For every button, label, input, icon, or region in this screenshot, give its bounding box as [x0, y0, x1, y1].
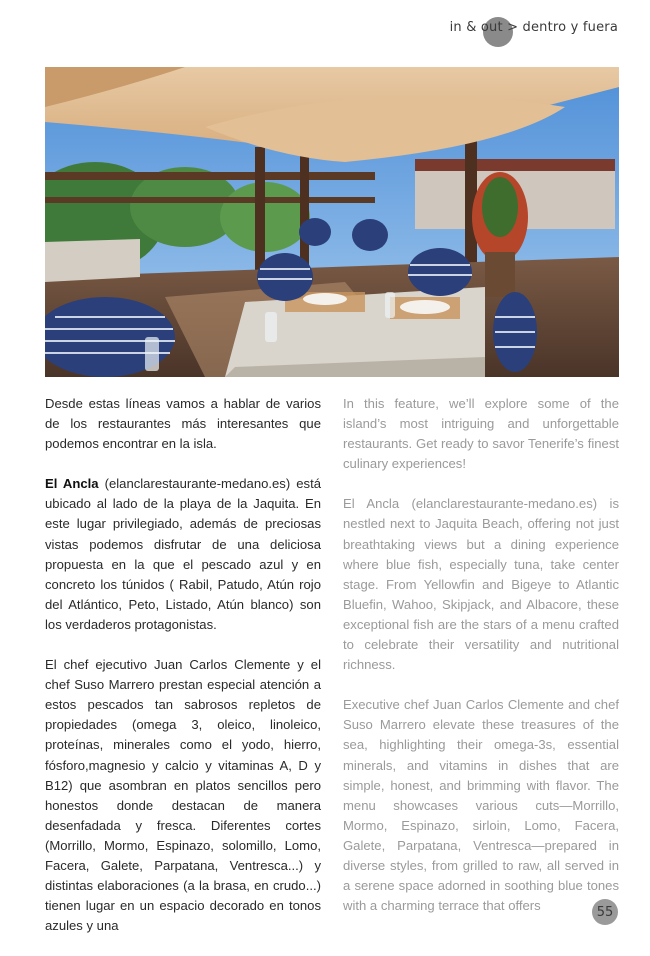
spanish-ancla-text: (elanclarestaurante-medano.es) está ubicado al lado de la playa de la Jaquita. En este lugar privilegiado, además de preciosas vistas podemos disfrutar de una deliciosa propuesta en la que el pescado azul y en concreto los túnidos ( Rabil, Patudo, Atún rojo del Atlántico, Peto, Listado, Atún blanco) son los verdaderos protagonistas. — [45, 476, 321, 632]
page-number-badge — [592, 899, 618, 925]
section-title: in & out > dentro y fuera — [449, 20, 618, 35]
english-intro-paragraph: In this feature, we’ll explore some of the island’s most intriguing and unforgettable restaurants. Get ready to savor Tenerife’s finest culinary experiences! — [343, 396, 619, 472]
restaurant-terrace-photo — [45, 67, 619, 377]
english-chef-paragraph: Executive chef Juan Carlos Clemente and chef Suso Marrero elevate these treasures of the sea, highlighting their omega-3s, essential minerals, and vitamins in dishes that are simple, honest, and brimming with flavor. The menu showcases various cuts—Morrillo, Mormo, Espinazo, sirloin, Lomo, Facera, Galete, Parpatana, Ventresca—prepared in diverse styles, from grilled to raw, all served in a serene space adorned in soothing blue tones with a charming terrace that offers — [343, 697, 619, 914]
spanish-column — [45, 394, 321, 956]
page-number: 55 — [596, 904, 614, 920]
section-header — [450, 20, 618, 35]
spanish-chef-paragraph: El chef ejecutivo Juan Carlos Clemente y el chef Suso Marrero prestan especial atención a estos pescados tan sabrosos repletos de propiedades (omega 3, oleico, linoleico, proteínas, minerales como el yodo, hierro, fósforo,magnesio y calcio y vitaminas A, D y B12) que asombran en platos sencillos pero honestos donde destacan de manera desenfadada y fresca. Diferentes cortes (Morrillo, Mormo, Espinazo, solomillo, Lomo, Facera, Galete, Parpatana, Ventresca...) y distintas elaboraciones (a la brasa, en crudo...) tienen lugar en un espacio decorado en tonos azules y una — [45, 657, 321, 934]
spanish-ancla-paragraph — [45, 474, 321, 635]
spanish-intro-paragraph: Desde estas líneas vamos a hablar de varios de los restaurantes más interesantes que podemos encontrar en la isla. — [45, 396, 321, 452]
english-column — [343, 394, 619, 936]
english-ancla-paragraph: El Ancla (elanclarestaurante-medano.es) is nestled next to Jaquita Beach, offering not just breathtaking views but a dining experience where blue fish, especially tuna, take center stage. From Yellowfin and Bigeye to Atlantic Bluefin, Wahoo, Skipjack, and Albacore, these exceptional fish are the stars of a menu crafted to celebrate their versatility and nutritional richness. — [343, 496, 619, 673]
restaurant-name: El Ancla — [45, 476, 99, 492]
